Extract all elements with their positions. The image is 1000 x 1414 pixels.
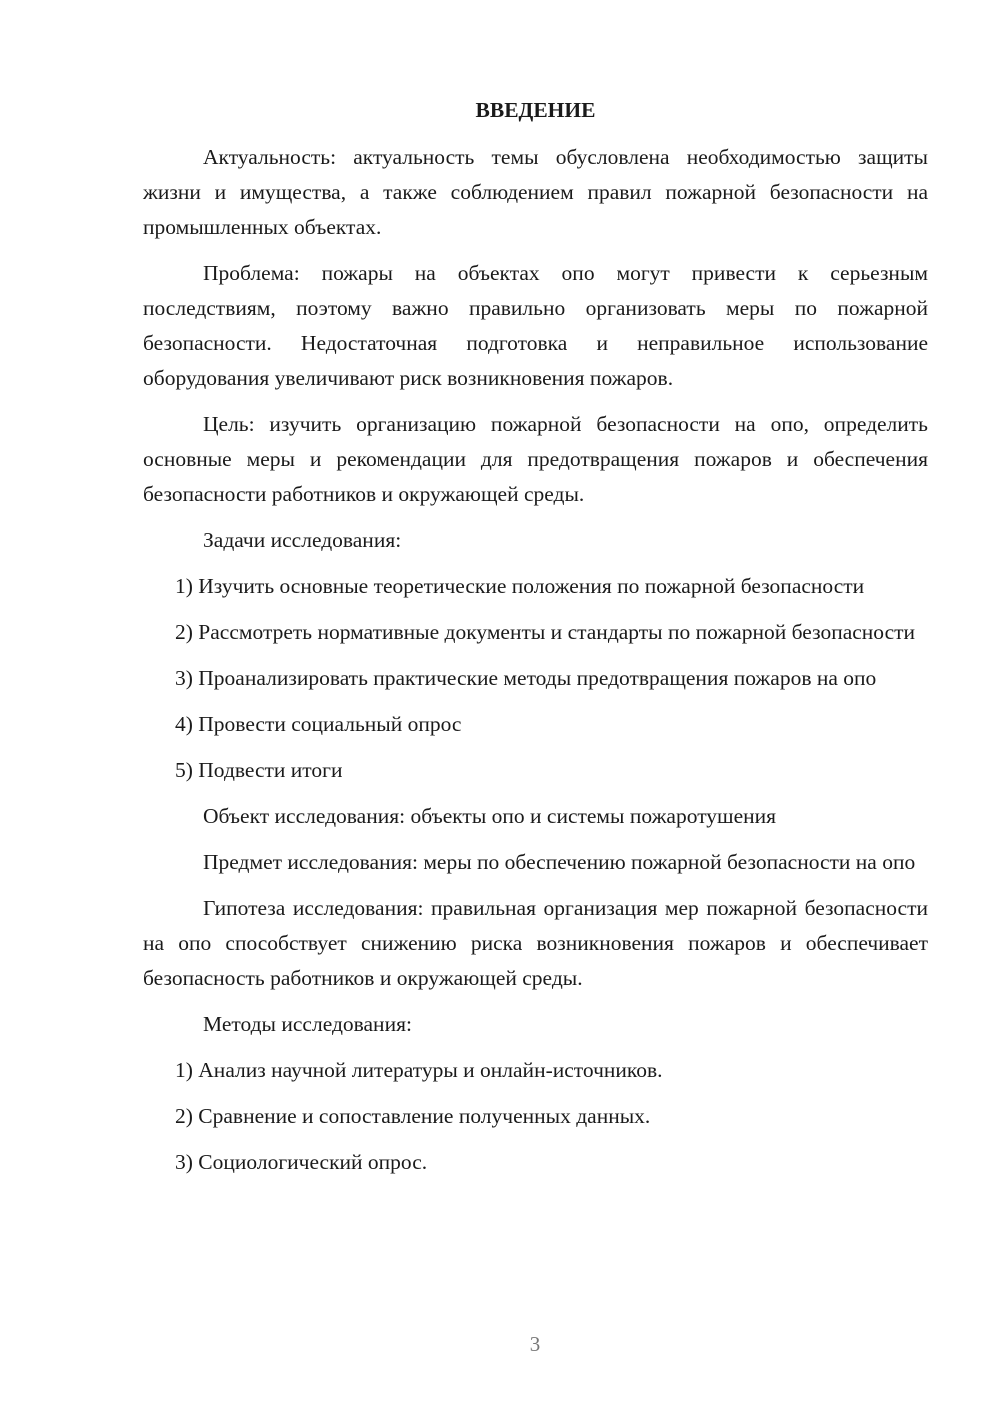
page-title: ВВЕДЕНИЕ bbox=[475, 98, 596, 122]
task-item: 2) Рассмотреть нормативные документы и стандарты по пожарной безопасности bbox=[175, 620, 916, 644]
document-page bbox=[143, 93, 928, 1191]
problem-paragraph: Проблема: пожары на объектах опо могут привести к серьезным последствиям, поэтому важно правильно организовать меры по пожарной безопасности. Недостаточная подготовка и неправильное использование оборудования увеличивают риск возникновения пожаров. bbox=[143, 261, 928, 390]
hypothesis-paragraph: Гипотеза исследования: правильная организация мер пожарной безопасности на опо способствует снижению риска возникновения пожаров и обеспечивает безопасность работников и окружающей среды. bbox=[143, 896, 928, 990]
task-item: 4) Провести социальный опрос bbox=[175, 712, 462, 736]
page-number: 3 bbox=[529, 1332, 541, 1356]
methods-heading: Методы исследования: bbox=[203, 1012, 412, 1036]
object-paragraph: Объект исследования: объекты опо и системы пожаротушения bbox=[203, 804, 777, 828]
method-item: 2) Сравнение и сопоставление полученных данных. bbox=[175, 1104, 651, 1128]
method-item: 1) Анализ научной литературы и онлайн-источников. bbox=[175, 1058, 663, 1082]
tasks-heading: Задачи исследования: bbox=[203, 528, 402, 552]
subject-paragraph: Предмет исследования: меры по обеспечению пожарной безопасности на опо bbox=[203, 850, 916, 874]
goal-paragraph: Цель: изучить организацию пожарной безопасности на опо, определить основные меры и рекомендации для предотвращения пожаров и обеспечения безопасности работников и окружающей среды. bbox=[143, 412, 928, 506]
task-item: 3) Проанализировать практические методы предотвращения пожаров на опо bbox=[175, 666, 877, 690]
task-item: 5) Подвести итоги bbox=[175, 758, 343, 782]
relevance-paragraph: Актуальность: актуальность темы обусловлена необходимостью защиты жизни и имущества, а также соблюдением правил пожарной безопасности на промышленных объектах. bbox=[143, 145, 928, 239]
method-item: 3) Социологический опрос. bbox=[175, 1150, 428, 1174]
task-item: 1) Изучить основные теоретические положения по пожарной безопасности bbox=[175, 574, 865, 598]
